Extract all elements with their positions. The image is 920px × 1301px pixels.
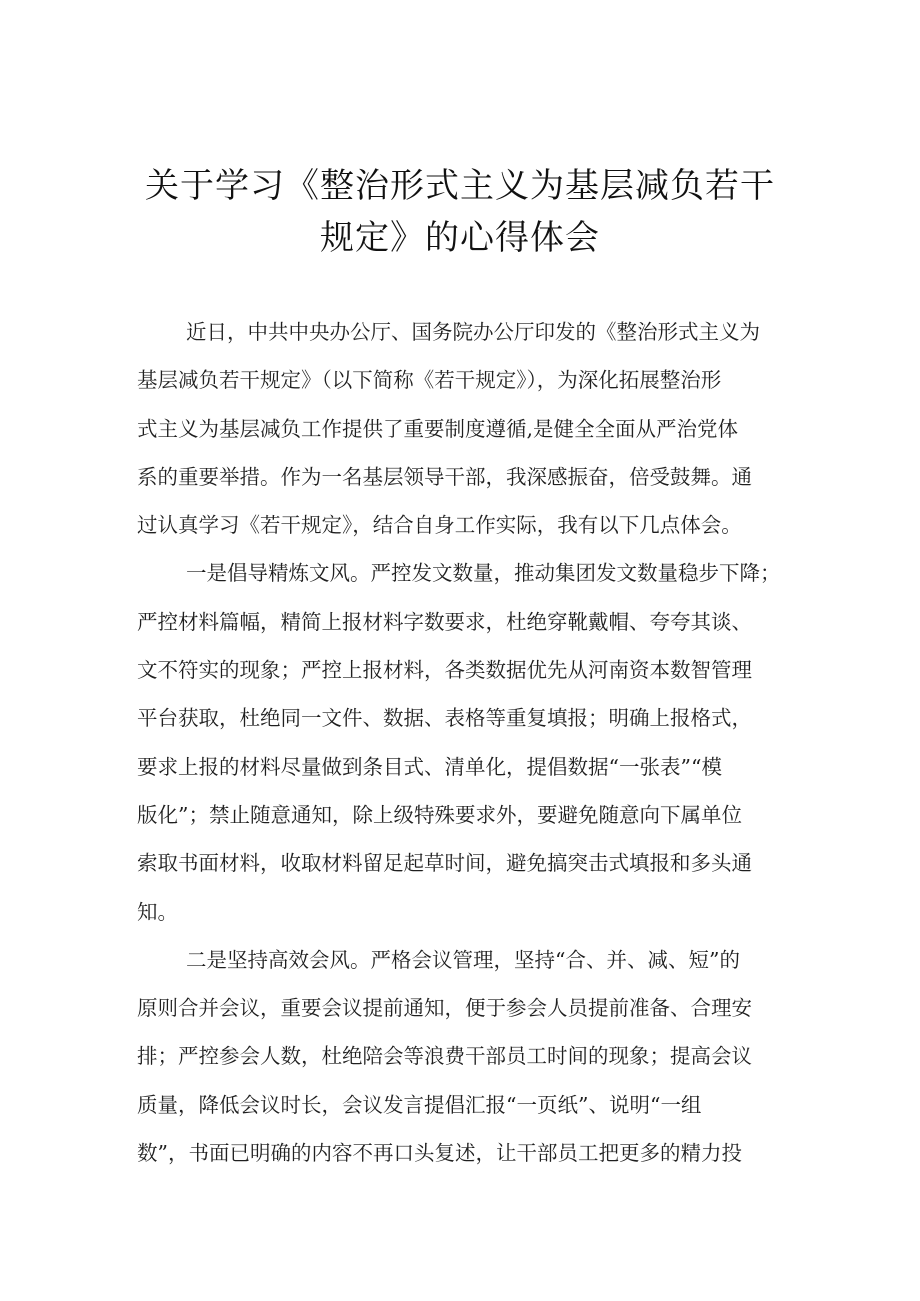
paragraph-writing-style <box>137 549 797 935</box>
paragraph-meeting-style <box>137 936 797 1177</box>
document-body <box>137 308 797 1177</box>
text-line: 索取书面材料，收取材料留足起草时间，避免搞突击式填报和多头通 <box>137 851 752 876</box>
text-line: 二是坚持高效会风。严格会议管理，坚持“合、并、减、短”的 <box>186 947 740 972</box>
text-line: 基层减负若干规定》（以下简称《若干规定》），为深化拓展整治形 <box>137 368 722 393</box>
text-line: 要求上报的材料尽量做到条目式、清单化，提倡数据“一张表”“模 <box>137 754 722 779</box>
document-title <box>100 160 820 264</box>
text-line: 知。 <box>137 899 178 924</box>
title-line-2: 规定》的心得体会 <box>320 218 600 258</box>
text-line: 数”，书面已明确的内容不再口头复述，让干部员工把更多的精力投 <box>137 1141 742 1166</box>
text-line: 质量，降低会议时长，会议发言提倡汇报“一页纸”、说明“一组 <box>137 1092 702 1117</box>
text-line: 排；严控参会人数，杜绝陪会等浪费干部员工时间的现象；提高会议 <box>137 1044 752 1069</box>
text-line: 系的重要举措。作为一名基层领导干部，我深感振奋，倍受鼓舞。通 <box>137 464 752 489</box>
title-line-1: 关于学习《整治形式主义为基层减负若干 <box>145 166 775 206</box>
text-line: 式主义为基层减负工作提供了重要制度遵循,是健全全面从严治党体 <box>137 416 739 441</box>
text-line: 近日，中共中央办公厅、国务院办公厅印发的《整治形式主义为 <box>186 320 760 344</box>
text-line: 文不符实的现象；严控上报材料，各类数据优先从河南资本数智管理 <box>137 658 752 683</box>
text-line: 原则合并会议，重要会议提前通知，便于参会人员提前准备、合理安 <box>137 996 752 1021</box>
text-line: 版化”；禁止随意通知，除上级特殊要求外，要避免随意向下属单位 <box>137 802 742 827</box>
text-line: 一是倡导精炼文风。严控发文数量，推动集团发文数量稳步下降； <box>186 561 781 586</box>
text-line: 过认真学习《若干规定》，结合自身工作实际，我有以下几点体会。 <box>137 513 742 538</box>
paragraph-intro <box>137 308 797 549</box>
text-line: 严控材料篇幅，精简上报材料字数要求，杜绝穿靴戴帽、夸夸其谈、 <box>137 609 752 634</box>
text-line: 平台获取，杜绝同一文件、数据、表格等重复填报；明确上报格式， <box>137 706 752 731</box>
